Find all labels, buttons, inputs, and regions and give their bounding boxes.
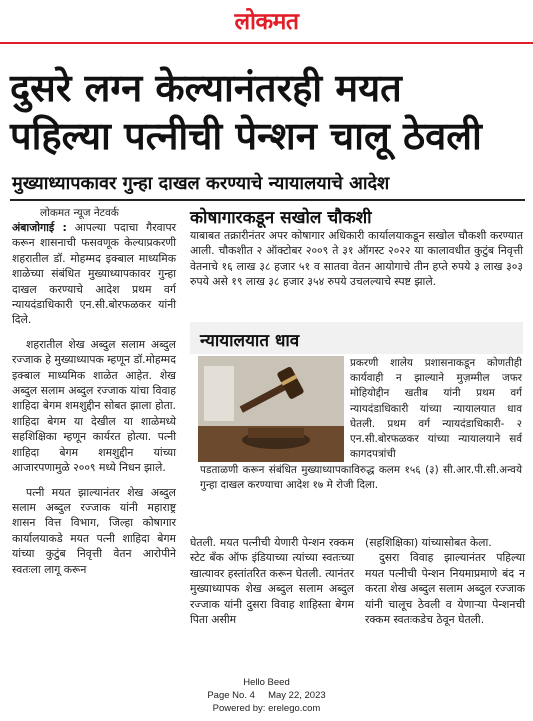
footer-page-date: Page No. 4 May 22, 2023 [207, 690, 326, 701]
left-para-3: पत्नी मयत झाल्यानंतर शेख अब्दुल सलाम अब्दुल रज्जाक यांनी महाराष्ट्र शासन वित्त विभाग, जिल्हा कोषागार कार्यालयाकडे मयत पत्नी शाहिदा बेगम यांच्या कुटुंब निवृत्ती वेतन आरोपीने स्वतःला लागू करून [12, 485, 176, 576]
gavel-photo [198, 356, 344, 462]
left-para-2: शहरातील शेख अब्दुल सलाम अब्दुल रज्जाक हे मुख्याध्यापक म्हणून डॉ.मोहम्मद इक्बाल माध्यमिक शाळेत आहेत. शेख अब्दुल सलाम अब्दुल रज्जाक यांचा विवाह शाहिदा बेगम शमशुद्दीन सोबत झाला होता. शाहिदा बेगम या देखील या शाळेमध्ये सहशिक्षिका म्हणून कार्यरत होत्या. पत्नी शाहिदा बेगम शमशुद्दीन यांच्या आजारपणामुळे २००९ मध्ये निधन झाले. [12, 337, 176, 475]
headline-line-2: पहिल्या पत्नीची पेन्शन चालू ठेवली [10, 114, 482, 158]
court-heading: न्यायालयात धाव [200, 331, 300, 351]
footer-edition: Hello Beed [243, 677, 290, 688]
left-para-1: आपल्या पदाचा गैरवापर करून शासनाची फसवणूक केल्याप्रकरणी शहरातील डॉ. मोहम्मद इक्बाल माध्यमिक शाळेच्या संबंधित मुख्याध्यापकावर गुन्हा दाखल करण्याचे आदेश प्रथम वर्ग न्यायदंडाधिकारी एन.सी.बोरफळकर यांनी दिले. [12, 221, 176, 327]
mid-column: घेतली. मयत पत्नीची येणारी पेन्शन रक्कम स्टेट बँक ऑफ इंडियाच्या त्यांच्या स्वतःच्या खात्यावर हस्तांतरित करून घेतली. त्यानंतर मुख्याध्यापक शेख अब्दुल सलाम अब्दुल रज्जाक यांनी दुसरा विवाह शाहिस्ता बेगम पिता असीम [190, 536, 354, 627]
left-column [12, 220, 176, 577]
treasury-heading: कोषागारकडून सखोल चौकशी [190, 208, 372, 228]
subheadline-rule [10, 199, 525, 201]
court-body-bottom: पडताळणी करून संबंधित मुख्याध्यापकाविरुद्ध कलम १५६ (३) सी.आर.पी.सी.अन्वये गुन्हा दाखल करण्याचा आदेश १७ मे रोजी दिला. [200, 464, 522, 492]
subheadline: मुख्याध्यापकावर गुन्हा दाखल करण्याचे न्यायालयाचे आदेश [12, 173, 390, 194]
footer-powered-by: Powered by: erelego.com [212, 703, 321, 714]
byline: लोकमत न्यूज नेटवर्क [40, 207, 119, 219]
masthead-rule [0, 42, 533, 44]
right-para-2: दुसरा विवाह झाल्यानंतर पहिल्या मयत पत्नीची पेन्शन नियमाप्रमाणे बंद न करता शेख अब्दुल सलाम अब्दुल रज्जाक यांनी चालूच ठेवली व येणाऱ्या पेन्शनची रक्कम स्वतःकडेच ठेवून घेतली. [365, 551, 525, 627]
right-para-1: (सहशिक्षिका) यांच्यासोबत केला. [365, 536, 492, 549]
court-body-right: प्रकरणी शालेय प्रशासनाकडून कोणतीही कार्यवाही न झाल्याने मुज़म्मील जफर मोहियोद्दीन खतीब यांनी प्रथम वर्ग न्यायदंडाधिकारी यांच्या न्यायालयात धाव घेतली. प्रथम वर्ग न्यायदंडाधिकारी- २ एन.सी.बोरफळकर यांच्या न्यायालयाने सर्व कागदपत्रांची [350, 357, 522, 461]
right-column [365, 535, 525, 627]
dateline: अंबाजोगाई : [12, 221, 67, 234]
masthead-logo: लोकमत [234, 9, 299, 35]
treasury-body: याबाबत तक्रारीनंतर अपर कोषागार अधिकारी कार्यालयाकडून सखोल चौकशी करण्यात आली. चौकशीत २ ऑक्टोबर २००९ ते ३१ ऑगस्ट २०२२ या कालावधीत कुटुंब निवृत्ती वेतनाचे १६ लाख ३८ हजार ५१ व सातवा वेतन आयोगाचे तीन हप्ते रुपये ३ लाख ३०३ रुपये असे १९ लाख ३८ हजार ३५४ रुपये उचलल्याचे स्पष्ट झाले. [190, 229, 523, 289]
gavel-icon [198, 356, 344, 462]
headline-line-1: दुसरे लग्न केल्यानंतरही मयत [10, 66, 402, 110]
